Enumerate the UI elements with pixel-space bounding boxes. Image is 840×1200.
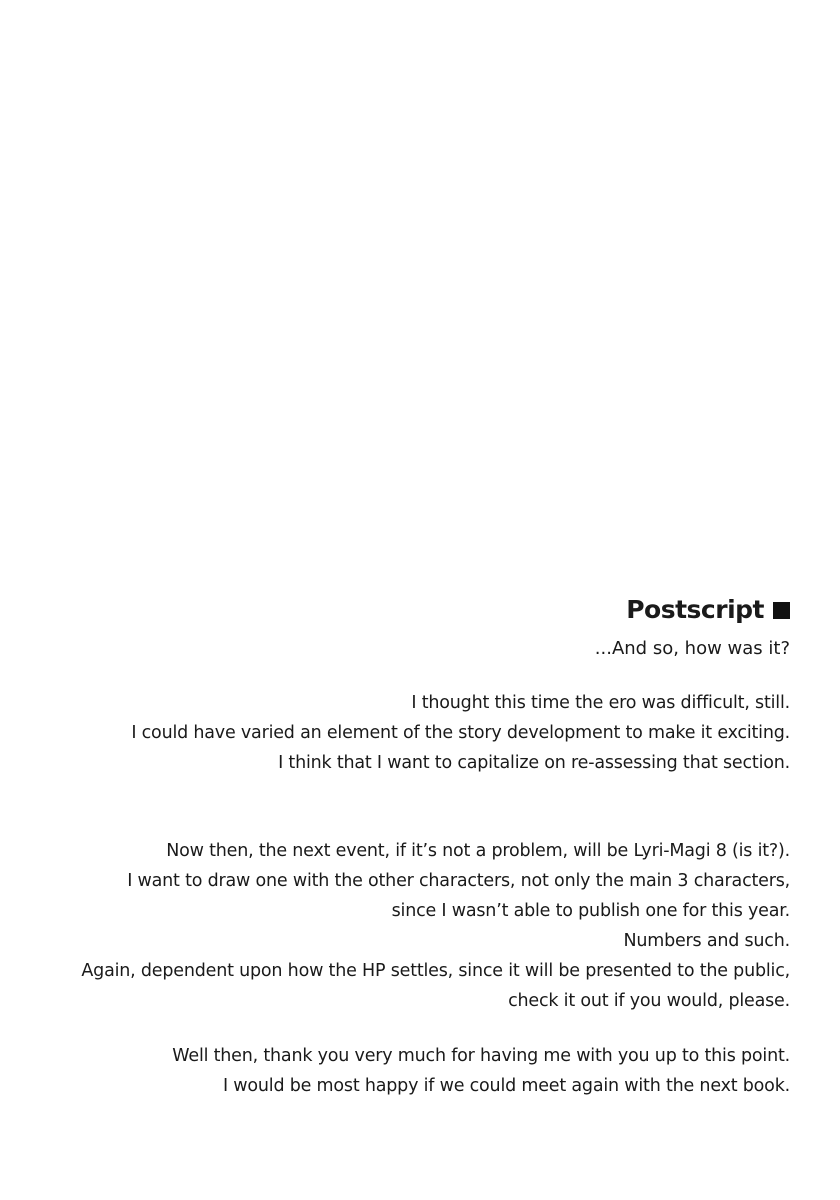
paragraph [0, 1041, 790, 1101]
postscript-line: I would be most happy if we could meet again with the next book. [222, 1076, 790, 1096]
postscript-line: check it out if you would, please. [508, 991, 790, 1011]
postscript-line: Now then, the next event, if it’s not a problem, will be Lyri-Magi 8 (is it?). [166, 841, 790, 861]
postscript-line: I think that I want to capitalize on re-assessing that section. [278, 753, 790, 773]
black-square-icon [773, 602, 790, 619]
postscript-line: Again, dependent upon how the HP settles, since it will be presented to the public, [81, 961, 790, 981]
postscript-line: Well then, thank you very much for having me with you up to this point. [172, 1046, 790, 1066]
postscript-header [0, 595, 790, 628]
paragraph [0, 688, 790, 778]
postscript-line: I want to draw one with the other characters, not only the main 3 characters, [127, 871, 790, 891]
page-title: Postscript [626, 595, 764, 624]
postscript-line: Numbers and such. [623, 931, 790, 951]
paragraph [0, 836, 790, 1016]
postscript-line: I thought this time the ero was difficult, still. [411, 693, 790, 713]
postscript-subtitle: ...And so, how was it? [594, 638, 790, 659]
postscript-line: I could have varied an element of the story development to make it exciting. [131, 723, 790, 743]
postscript-line: since I wasn’t able to publish one for this year. [391, 901, 790, 921]
